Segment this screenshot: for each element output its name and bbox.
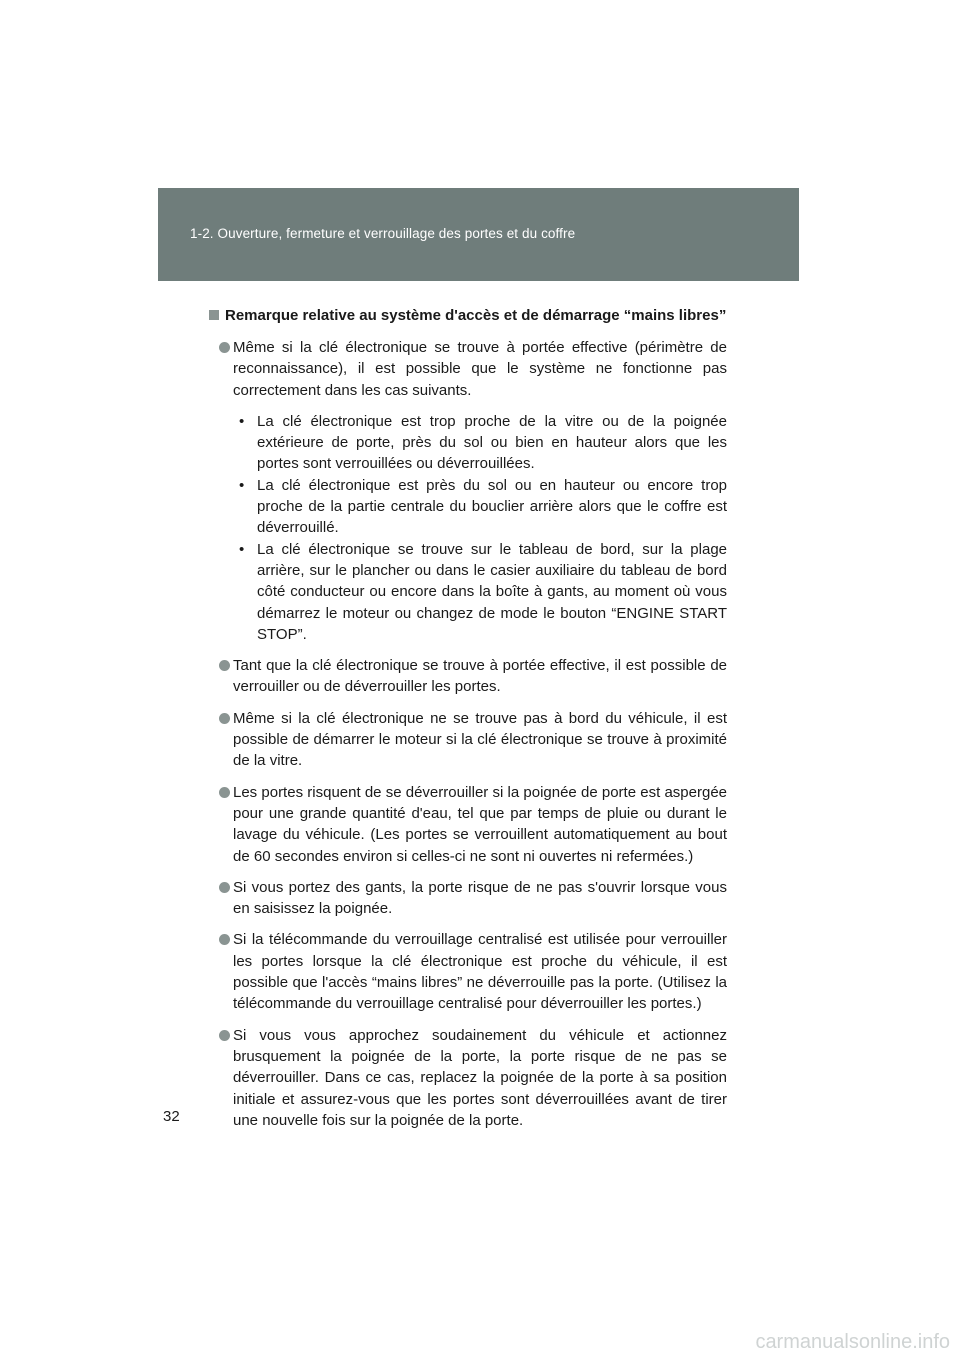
sub-item <box>233 411 727 475</box>
bullet-item <box>209 782 727 867</box>
bullet-item <box>209 877 727 920</box>
sub-item-text: La clé électronique est trop proche de la vitre ou de la poignée extérieure de porte, près du sol ou bien en hauteur alors que les portes sont verrouillées ou déverrouillées. <box>257 412 727 473</box>
page-content <box>209 305 727 1141</box>
bullet-item <box>209 929 727 1014</box>
bullet-text: Si vous portez des gants, la porte risque de ne pas s'ouvrir lorsque vous en saisissez la poignée. <box>233 878 727 918</box>
bullet-item <box>209 1025 727 1131</box>
sub-item <box>233 539 727 645</box>
chapter-title: 1-2. Ouverture, fermeture et verrouillage des portes et du coffre <box>190 226 576 241</box>
sub-item <box>233 475 727 539</box>
circle-bullet-icon <box>219 787 230 798</box>
bullet-text: Même si la clé électronique se trouve à portée effective (périmètre de reconnaissance), il est possible que le système ne fonctionne pas correctement dans les cas suivants. <box>233 339 727 399</box>
square-bullet-icon <box>209 310 219 320</box>
circle-bullet-icon <box>219 934 230 945</box>
sub-item-text: La clé électronique est près du sol ou en hauteur ou encore trop proche de la partie centrale du bouclier arrière alors que le coffre est déverrouillé. <box>257 476 727 537</box>
bullet-item <box>209 337 727 645</box>
circle-bullet-icon <box>219 713 230 724</box>
sub-list <box>209 411 727 645</box>
bullet-item <box>209 655 727 698</box>
circle-bullet-icon <box>219 660 230 671</box>
sub-bullet-icon: • <box>239 412 245 430</box>
sub-bullet-icon: • <box>239 540 245 558</box>
bullet-item <box>209 708 727 772</box>
chapter-header-band <box>158 188 799 281</box>
circle-bullet-icon <box>219 1030 230 1041</box>
section-heading-text: Remarque relative au système d'accès et de démarrage “mains libres” <box>225 307 727 324</box>
bullet-text: Si vous vous approchez soudainement du véhicule et actionnez brusquement la poignée de la porte, la porte risque de ne pas se déverrouiller. Dans ce cas, replacez la poignée de la porte à sa position initiale et assurez-vous que les portes sont déverrouillées avant de tirer une nouvelle fois sur la poignée de la porte. <box>233 1026 727 1129</box>
sub-item-text: La clé électronique se trouve sur le tableau de bord, sur la plage arrière, sur le plancher ou dans le casier auxiliaire du tableau de bord côté conducteur ou encore dans la boîte à gants, au moment où vous démarrez le moteur ou changez de mode le bouton “ENGINE START STOP”. <box>257 540 727 643</box>
section-heading <box>209 305 727 326</box>
circle-bullet-icon <box>219 882 230 893</box>
circle-bullet-icon <box>219 342 230 353</box>
bullet-text: Tant que la clé électronique se trouve à portée effective, il est possible de verrouiller ou de déverrouiller les portes. <box>233 657 727 696</box>
bullet-text: Même si la clé électronique ne se trouve pas à bord du véhicule, il est possible de démarrer le moteur si la clé électronique se trouve à proximité de la vitre. <box>233 709 727 770</box>
page-number: 32 <box>163 1108 180 1125</box>
bullet-text: Les portes risquent de se déverrouiller si la poignée de porte est aspergée pour une grande quantité d'eau, tel que par temps de pluie ou durant le lavage du véhicule. (Les portes se verrouillent automatiquement au bout de 60 secondes environ si celles-ci ne sont ni ouvertes ni refermées.) <box>233 783 727 865</box>
sub-bullet-icon: • <box>239 476 245 494</box>
watermark-text: carmanualsonline.info <box>755 1331 950 1353</box>
bullet-text: Si la télécommande du verrouillage centralisé est utilisée pour verrouiller les portes lorsque la clé électronique est proche du véhicule, il est possible que l'accès “mains libres” ne déverrouille pas la porte. (Utilisez la télécommande du verrouillage centralisé pour déverrouiller les portes.) <box>233 931 727 1013</box>
